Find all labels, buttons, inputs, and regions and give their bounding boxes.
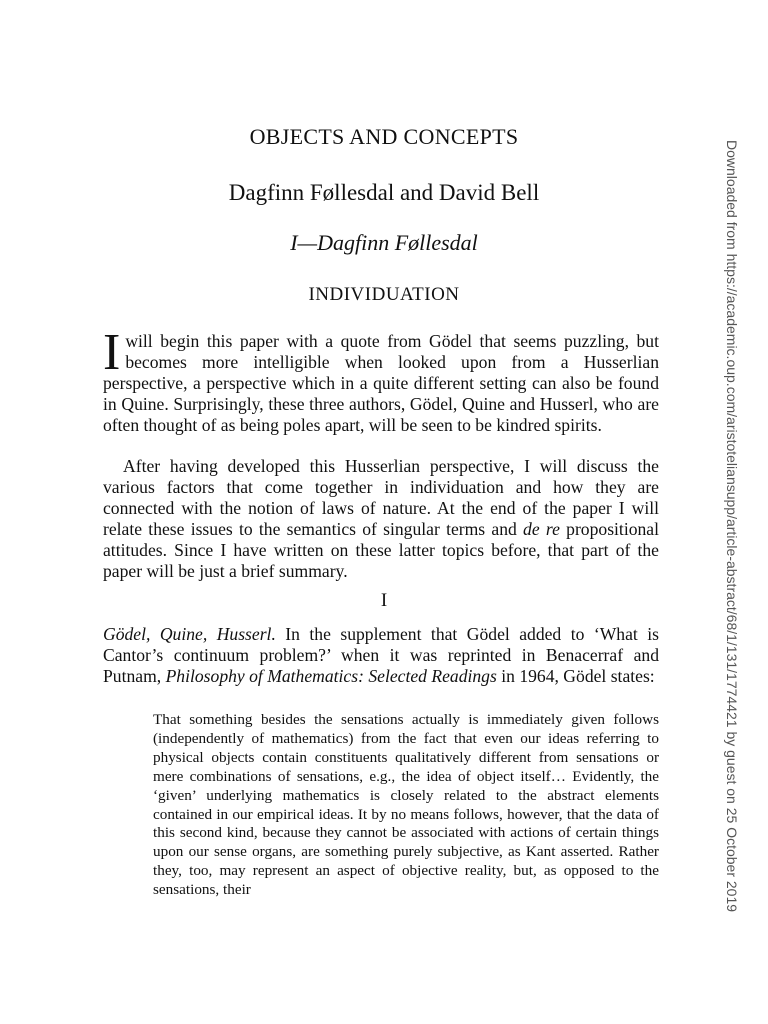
paper-authors: Dagfinn Føllesdal and David Bell [228, 180, 540, 205]
intro-paragraph-1-text: will begin this paper with a quote from Gödel that seems puzzling, but becomes more intelligible when looked upon from a Husserlian perspective, a perspective which in a quite different setting can also be found in Quine. Surprisingly, these three authors, Gödel, Quine and Husserl, who are often thought of as being poles apart, will be seen to be kindred spirits. [103, 331, 659, 435]
section-text-b: in 1964, Gödel states: [496, 666, 655, 686]
intro-paragraph-2-text-b: propositional attitudes. Since I have written on these latter topics before, that part of the paper will be just a brief summary. [103, 519, 659, 581]
section-numeral: I [380, 590, 388, 611]
intro-paragraph-2-text-a: After having developed this Husserlian perspective, I will discuss the various factors that come together in individuation and how they are connected with the notion of laws of nature. At the end of the paper I will relate these issues to the semantics of singular terms and [103, 456, 659, 539]
download-watermark [724, 140, 744, 913]
section-author: I—Dagfinn Føllesdal [290, 230, 478, 255]
watermark-text: Downloaded from https://academic.oup.com/aristoteliansupp/article-abstract/68/1/131/1774421 by guest on 25 October 2019 [724, 140, 740, 913]
paper-title: OBJECTS AND CONCEPTS [249, 124, 519, 149]
section-paragraph [103, 624, 659, 687]
book-title: Philosophy of Mathematics: Selected Readings [165, 666, 497, 686]
drop-cap: I [103, 324, 121, 381]
paper-subtitle: INDIVIDUATION [308, 284, 460, 305]
section-text-a: In the supplement that Gödel added to ‘What is Cantor’s continuum problem?’ when it was reprinted in Benacerraf and Putnam, [103, 624, 659, 686]
intro-paragraph-2-italic: de re [523, 519, 560, 539]
intro-paragraph-2 [103, 456, 659, 582]
intro-paragraph-1 [103, 324, 659, 436]
block-quote: That something besides the sensations actually is immediately given follows (independently of mathematics) from the fact that even our ideas referring to physical objects contain constituents qualitatively different from sensations or mere combinations of sensations, e.g., the idea of object itself… Evidently, the ‘given’ underlying mathematics is closely related to the abstract elements contained in our empirical ideas. It by no means follows, however, that the data of this second kind, because they cannot be associated with actions of certain things upon our sense organs, are something purely subjective, as Kant asserted. Rather they, too, may represent an aspect of objective reality, but, as opposed to the sensations, their [153, 711, 659, 899]
section-lead: Gödel, Quine, Husserl. [103, 624, 276, 644]
